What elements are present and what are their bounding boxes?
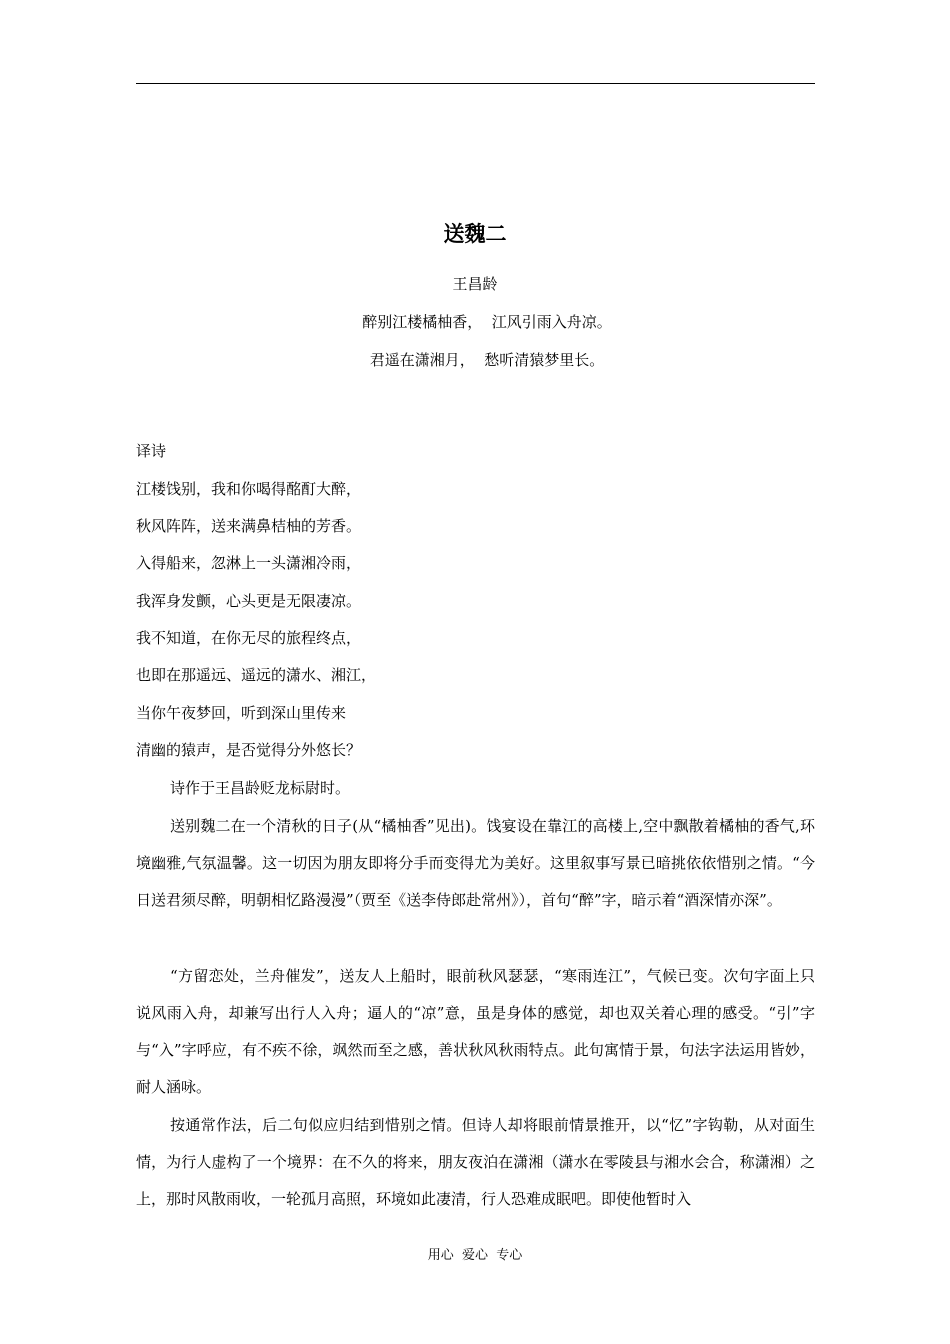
translation-line: 也即在那遥远、遥远的潇水、湘江， <box>136 666 377 684</box>
commentary-paragraph: 诗作于王昌龄贬龙标尉时。 <box>170 779 351 797</box>
poem-author: 王昌龄 <box>452 275 498 293</box>
translation-line: 我浑身发颤，心头更是无限凄凉。 <box>136 592 362 610</box>
poem-line: 醉别江楼橘柚香， 江风引雨入舟凉。 <box>362 313 612 331</box>
commentary-paragraph: 送别魏二在一个清秋的日子(从“橘柚香”见出)。饯宴设在靠江的高楼上,空中飘散着橘柚的香气,环境幽雅,气氛温馨。这一切因为朋友即将分手而变得尤为美好。这里叙事写景已暗挑依依惜别之情。“今日送君须尽醉，明朝相忆路漫漫”（贾至《送李侍郎赴常州》），首句“醉”字，暗示着“酒深情亦深”。 <box>136 817 815 909</box>
header-rule <box>136 83 815 84</box>
commentary-paragraph: 按通常作法，后二句似应归结到惜别之情。但诗人却将眼前情景推开，以“忆”字钩勒，从对面生情，为行人虚构了一个境界：在不久的将来，朋友夜泊在潇湘（潇水在零陵县与湘水会合，称潇湘）之上，那时风散雨收，一轮孤月高照，环境如此凄清，行人恐难成眠吧。即使他暂时入 <box>136 1116 815 1208</box>
translation-line: 当你午夜梦回，听到深山里传来 <box>136 704 347 722</box>
translation-line: 江楼饯别，我和你喝得酩酊大醉， <box>136 480 362 498</box>
translation-line: 清幽的猿声，是否觉得分外悠长？ <box>136 741 362 759</box>
translation-line: 入得船来，忽淋上一头潇湘冷雨， <box>136 554 362 572</box>
poem-line: 君遥在潇湘月， 愁听清猿梦里长。 <box>369 351 605 369</box>
translation-line: 我不知道，在你无尽的旅程终点， <box>136 629 362 647</box>
translation-heading: 译诗 <box>136 442 167 460</box>
translation-line: 秋风阵阵，送来满鼻桔柚的芳香。 <box>136 517 362 535</box>
commentary-paragraph: “方留恋处，兰舟催发”，送友人上船时，眼前秋风瑟瑟，“寒雨连江”，气候已变。次句字面上只说风雨入舟，却兼写出行人入舟；逼人的“凉”意，虽是身体的感觉，却也双关着心理的感受。“引”字与“入”字呼应，有不疾不徐，飒然而至之感，善状秋风秋雨特点。此句寓情于景，句法字法运用皆妙，耐人涵咏。 <box>136 967 815 1096</box>
page-footer: 用心 爱心 专心 <box>427 1248 523 1263</box>
poem-title: 送魏二 <box>443 222 507 246</box>
